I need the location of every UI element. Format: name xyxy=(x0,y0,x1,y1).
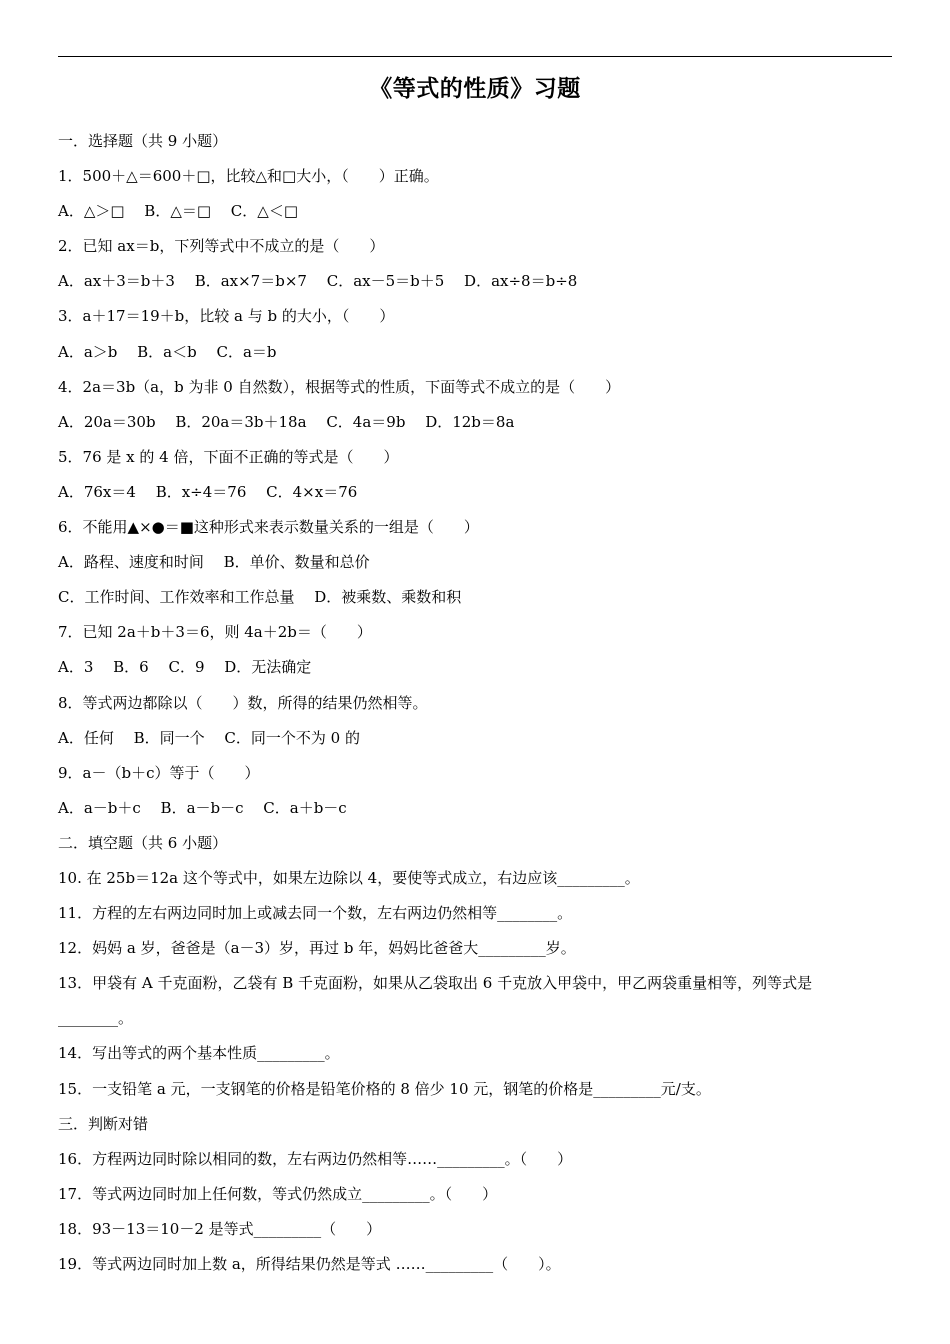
question-9: 9．a－（b＋c）等于（ ） xyxy=(58,763,260,782)
question-10: 10. 在 25b＝12a 这个等式中，如果左边除以 4，要使等式成立，右边应该_________。 xyxy=(58,868,640,887)
options-7: A．3 B．6 C．9 D．无法确定 xyxy=(58,658,312,677)
options-9: A．a－b＋c B．a－b－c C．a＋b－c xyxy=(58,798,347,817)
document-body xyxy=(58,124,890,1282)
options-3: A．a＞b B．a＜b C．a＝b xyxy=(58,342,277,361)
question-7: 7．已知 2a＋b＋3＝6，则 4a＋2b＝（ ） xyxy=(58,623,372,642)
question-11: 11．方程的左右两边同时加上或减去同一个数，左右两边仍然相等________。 xyxy=(58,904,573,923)
question-18: 18．93－13＝10－2 是等式_________（ ） xyxy=(58,1219,382,1238)
options-6-row-1: A．路程、速度和时间 B．单价、数量和总价 xyxy=(58,553,370,572)
question-15: 15．一支铅笔 a 元，一支钢笔的价格是铅笔价格的 8 倍少 10 元，钢笔的价格是_________元/支。 xyxy=(58,1079,711,1098)
question-19: 19．等式两边同时加上数 a，所得结果仍然是等式 ……_________（ ）。 xyxy=(58,1255,561,1273)
options-2: A．ax＋3＝b＋3 B．ax×7＝b×7 C．ax－5＝b＋5 D．ax÷8＝b÷8 xyxy=(58,272,578,291)
options-8: A．任何 B．同一个 C．同一个不为 0 的 xyxy=(58,728,360,747)
question-5: 5．76 是 x 的 4 倍，下面不正确的等式是（ ） xyxy=(58,447,399,466)
question-17: 17．等式两边同时加上任何数，等式仍然成立_________。（ ） xyxy=(58,1184,498,1203)
question-2: 2．已知 ax＝b，下列等式中不成立的是（ ） xyxy=(58,237,385,256)
question-12: 12．妈妈 a 岁，爸爸是（a－3）岁，再过 b 年，妈妈比爸爸大_________岁。 xyxy=(58,939,576,958)
options-1: A．△＞□ B．△＝□ C．△＜□ xyxy=(58,202,298,221)
question-1: 1．500＋△＝600＋□，比较△和□大小，（ ）正确。 xyxy=(58,167,439,186)
top-rule xyxy=(58,56,892,57)
section-heading-choice: 一．选择题（共 9 小题） xyxy=(58,132,228,150)
question-8: 8．等式两边都除以（ ）数，所得的结果仍然相等。 xyxy=(58,693,428,712)
section-heading-fill: 二．填空题（共 6 小题） xyxy=(58,833,228,852)
options-6-row-2: C．工作时间、工作效率和工作总量 D．被乘数、乘数和积 xyxy=(58,588,462,607)
question-3: 3．a＋17＝19＋b，比较 a 与 b 的大小，（ ） xyxy=(58,307,395,326)
question-6: 6．不能用▲×●＝■这种形式来表示数量关系的一组是（ ） xyxy=(58,518,479,537)
question-14: 14．写出等式的两个基本性质_________。 xyxy=(58,1044,340,1063)
question-13-continued: ________。 xyxy=(58,1009,134,1028)
question-4: 4．2a＝3b（a，b 为非 0 自然数），根据等式的性质，下面等式不成立的是（ ） xyxy=(58,377,621,396)
question-16: 16．方程两边同时除以相同的数，左右两边仍然相等……_________。（ ） xyxy=(58,1149,573,1168)
options-4: A．20a＝30b B．20a＝3b＋18a C．4a＝9b D．12b＝8a xyxy=(58,412,515,431)
page-title: 《等式的性质》习题 xyxy=(369,75,581,102)
question-13: 13．甲袋有 A 千克面粉，乙袋有 B 千克面粉，如果从乙袋取出 6 千克放入甲袋中，甲乙两袋重量相等，列等式是 xyxy=(58,974,813,993)
options-5: A．76x＝4 B．x÷4＝76 C．4×x＝76 xyxy=(58,482,358,501)
section-heading-judge: 三．判断对错 xyxy=(58,1114,149,1133)
